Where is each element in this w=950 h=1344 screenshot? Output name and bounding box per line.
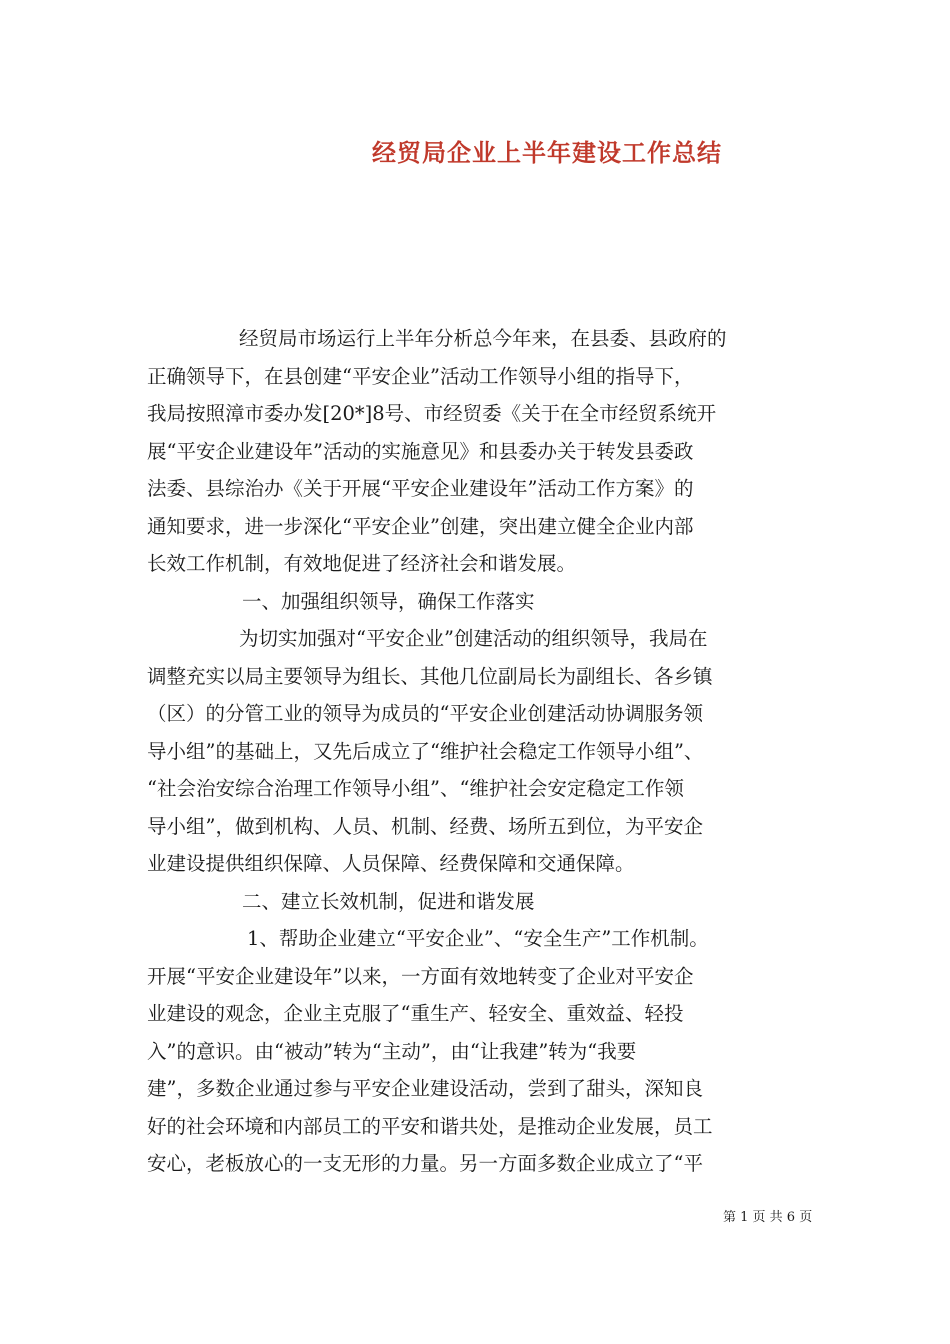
- text-line: 长效工作机制，有效地促进了经济社会和谐发展。: [147, 552, 577, 575]
- text-line: 导小组”，做到机构、人员、机制、经费、场所五到位，为平安企: [147, 814, 703, 838]
- text-line: 开展“平安企业建设年”以来，一方面有效地转变了企业对平安企: [147, 964, 694, 988]
- text-line: 建”，多数企业通过参与平安企业建设活动，尝到了甜头，深知良: [147, 1077, 703, 1100]
- section-heading-2: 二、建立长效机制，促进和谐发展: [242, 889, 535, 913]
- text-line: 展“平安企业建设年”活动的实施意见》和县委办关于转发县委政: [147, 439, 694, 463]
- text-line: 经贸局市场运行上半年分析总今年来，在县委、县政府的: [239, 327, 727, 350]
- text-line: （区）的分管工业的领导为成员的“平安企业创建活动协调服务领: [147, 702, 703, 725]
- text-line: 入”的意识。由“被动”转为“主动”，由“让我建”转为“我要: [147, 1039, 637, 1063]
- text-line: 1、帮助企业建立“平安企业”、“安全生产”工作机制。: [247, 927, 709, 950]
- text-line: 为切实加强对“平安企业”创建活动的组织领导，我局在: [239, 627, 708, 650]
- text-line: 业建设提供组织保障、人员保障、经费保障和交通保障。: [147, 852, 635, 875]
- text-line: 安心，老板放心的一支无形的力量。另一方面多数企业成立了“平: [147, 1152, 703, 1175]
- section-heading-1: 一、加强组织领导，确保工作落实: [242, 589, 535, 613]
- text-line: 调整充实以局主要领导为组长、其他几位副局长为副组长、各乡镇: [147, 664, 713, 688]
- document-body: [147, 320, 827, 1183]
- document-title: 经贸局企业上半年建设工作总结: [372, 138, 722, 167]
- text-line: 好的社会环境和内部员工的平安和谐共处，是推动企业发展，员工: [147, 1114, 713, 1138]
- text-line: 导小组”的基础上，又先后成立了“维护社会稳定工作领导小组”、: [147, 739, 704, 763]
- text-line: 业建设的观念，企业主克服了“重生产、轻安全、重效益、轻投: [147, 1002, 684, 1025]
- page-number: 第 1 页 共 6 页: [723, 1210, 813, 1225]
- text-line: 法委、县综治办《关于开展“平安企业建设年”活动工作方案》的: [147, 477, 694, 500]
- text-line: 我局按照漳市委办发[20*]8号、市经贸委《关于在全市经贸系统开: [147, 402, 717, 425]
- text-line: 正确领导下，在县创建“平安企业”活动工作领导小组的指导下，: [147, 364, 694, 388]
- text-line: 通知要求，进一步深化“平安企业”创建，突出建立健全企业内部: [147, 514, 694, 538]
- text-line: “社会治安综合治理工作领导小组”、“维护社会安定稳定工作领: [147, 777, 684, 800]
